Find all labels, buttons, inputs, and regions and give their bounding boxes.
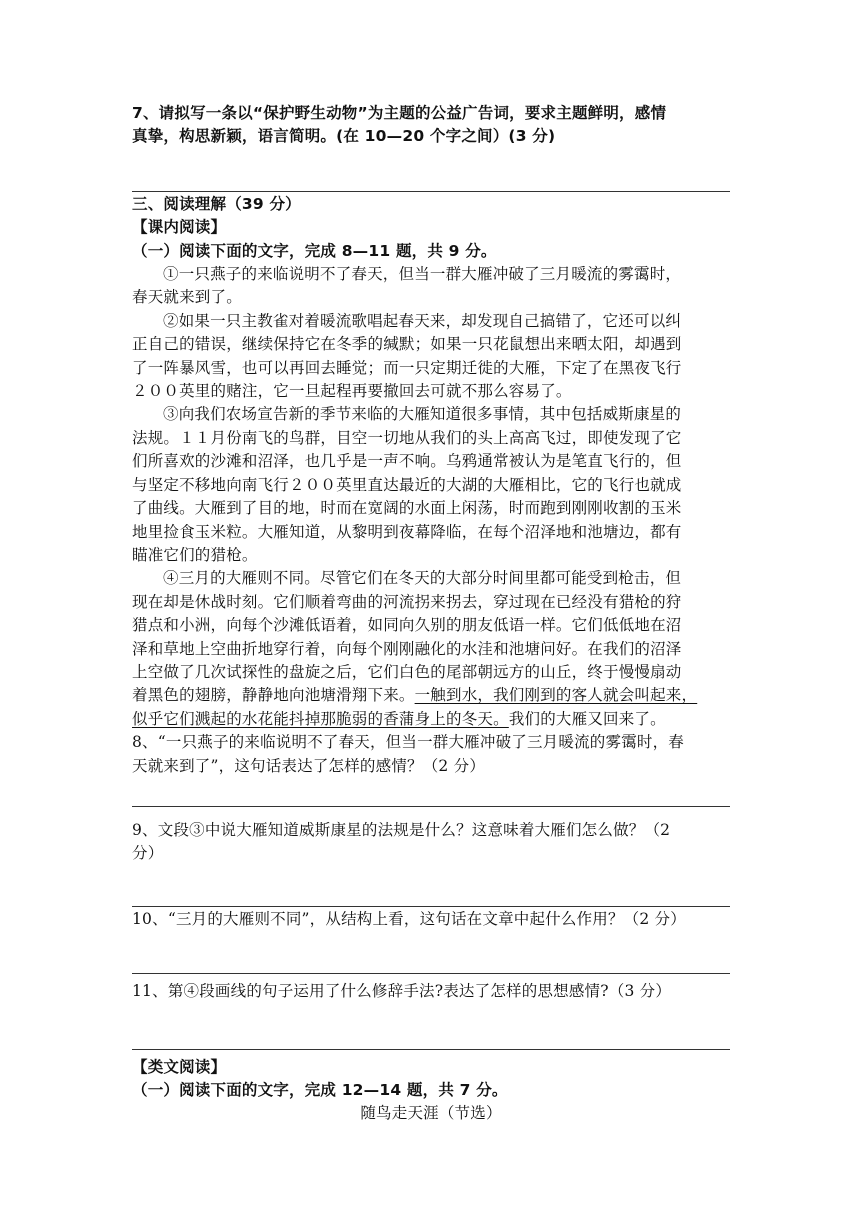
question-7-line-1: 7、请拟写一条以“保护野生动物”为主题的公益广告词，要求主题鲜明，感情 bbox=[132, 104, 667, 122]
article-title: 随鸟走天涯（节选） bbox=[360, 1104, 502, 1123]
reading-1-intro: （一）阅读下面的文字，完成 8—11 题，共 9 分。 bbox=[132, 241, 497, 260]
question-7-line-2: 真挚，构思新颖，语言简明。(在 10—20 个字之间）(3 分) bbox=[132, 127, 556, 146]
paragraph-2-line-1: ②如果一只主教雀对着暖流歌唱起春天来，却发现自己搞错了，它还可以纠 bbox=[163, 311, 682, 330]
reading-2-intro: （一）阅读下面的文字，完成 12—14 题，共 7 分。 bbox=[132, 1081, 508, 1099]
paragraph-3-line-1: ③向我们农场宣告新的季节来临的大雁知道很多事情，其中包括威斯康星的 bbox=[163, 405, 682, 424]
question-8-line-1: 8、“一只燕子的来临说明不了春天，但当一群大雁冲破了三月暖流的雾霭时，春 bbox=[132, 733, 684, 752]
question-8-line-2: 天就来到了”，这句话表达了怎样的感情？（2 分） bbox=[132, 756, 486, 775]
paragraph-3-line-6: 地里捡食玉米粒。大雁知道，从黎明到夜幕降临，在每个沼泽地和池塘边，都有 bbox=[132, 522, 682, 541]
exam-page bbox=[132, 102, 730, 1126]
paragraph-4-line-2: 现在却是休战时刻。它们顺着弯曲的河流拐来拐去，穿过现在已经没有猎枪的狩 bbox=[132, 592, 682, 611]
paragraph-2-line-3: 了一阵暴风雪，也可以再回去睡觉；而一只定期迁徙的大雁，下定了在黑夜飞行 bbox=[132, 358, 682, 377]
underlined-sentence-part-2: 似乎它们溅起的水花能抖掉那脆弱的香蒲身上的冬天。 bbox=[132, 709, 509, 728]
question-9-line-2: 分） bbox=[132, 844, 164, 863]
paragraph-4-line-6-plain: 着黑色的翅膀，静静地向池塘滑翔下来。 bbox=[132, 686, 415, 705]
underlined-sentence-part-1: 一触到水，我们刚到的客人就会叫起来， bbox=[414, 686, 698, 705]
paragraph-4-line-5: 上空做了几次试探性的盘旋之后，它们白色的尾部朝远方的山丘，终于慢慢扇动 bbox=[132, 662, 682, 681]
in-class-reading-label: 【课内阅读】 bbox=[132, 218, 227, 237]
paragraph-3-line-5: 了曲线。大雁到了目的地，时而在宽阔的水面上闲荡，时而跑到刚刚收割的玉米 bbox=[132, 499, 682, 518]
paragraph-4-line-6 bbox=[132, 684, 730, 707]
question-9-line-1: 9、文段③中说大雁知道威斯康星的法规是什么？这意味着大雁们怎么做？（2 bbox=[132, 820, 671, 839]
paragraph-1-line-2: 春天就来到了。 bbox=[132, 288, 242, 307]
paragraph-3-line-2: 法规。１１月份南飞的鸟群，目空一切地从我们的头上高高飞过，即使发现了它 bbox=[132, 428, 682, 447]
paragraph-4-line-7 bbox=[132, 708, 730, 731]
paragraph-3-line-3: 们所喜欢的沙滩和沼泽，也几乎是一声不响。乌鸦通常被认为是笔直飞行的，但 bbox=[132, 452, 682, 471]
paragraph-3-line-4: 与坚定不移地向南飞行２００英里直达最近的大湖的大雁相比，它的飞行也就成 bbox=[132, 475, 682, 494]
similar-text-reading-label: 【类文阅读】 bbox=[132, 1057, 227, 1076]
section-3-title: 三、阅读理解（39 分） bbox=[132, 194, 301, 213]
question-11-line-1: 11、第④段画线的句子运用了什么修辞手法?表达了怎样的思想感情?（3 分） bbox=[132, 982, 672, 1001]
paragraph-4-line-3: 猎点和小洲，向每个沙滩低语着，如同向久别的朋友低语一样。它们低低地在沼 bbox=[132, 616, 682, 635]
paragraph-4-line-4: 泽和草地上空曲折地穿行着，向每个刚刚融化的水洼和池塘问好。在我们的沼泽 bbox=[132, 639, 682, 658]
question-10-line-1: 10、“三月的大雁则不同”，从结构上看，这句话在文章中起什么作用？（2 分） bbox=[132, 909, 686, 928]
paragraph-1-line-1: ①一只燕子的来临说明不了春天，但当一群大雁冲破了三月暖流的雾霭时， bbox=[163, 265, 682, 284]
paragraph-3-line-7: 瞄准它们的猎枪。 bbox=[132, 545, 258, 564]
paragraph-4-line-1: ④三月的大雁则不同。尽管它们在冬天的大部分时间里都可能受到枪击，但 bbox=[163, 569, 682, 588]
paragraph-2-line-2: 正自己的错误，继续保持它在冬季的缄默；如果一只花鼠想出来晒太阳，却遇到 bbox=[132, 335, 682, 354]
paragraph-2-line-4: ２００英里的赌注，它一旦起程再要撤回去可就不那么容易了。 bbox=[132, 382, 572, 401]
paragraph-4-line-7-plain: 我们的大雁又回来了。 bbox=[508, 709, 666, 728]
